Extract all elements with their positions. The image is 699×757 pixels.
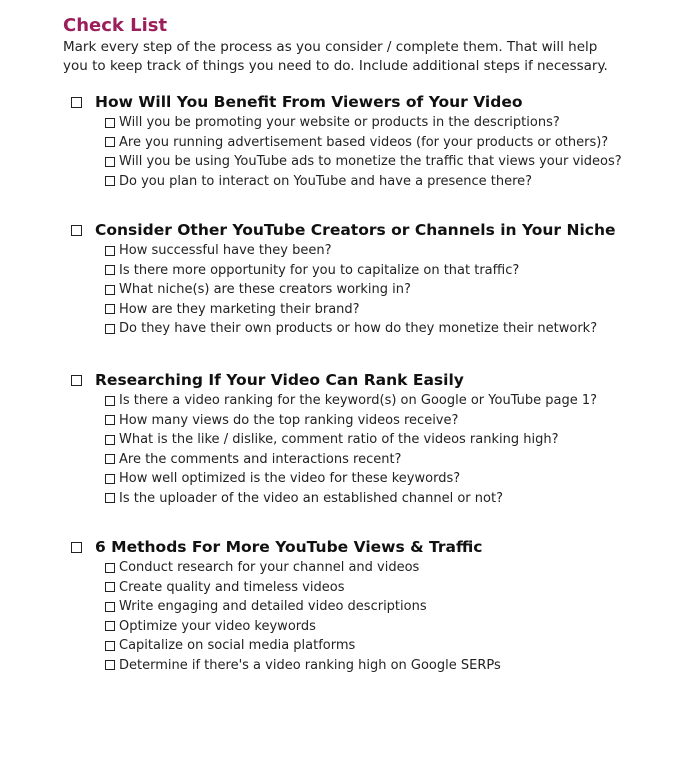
checklist-item [105,578,501,598]
item-checkbox[interactable] [105,474,115,484]
item-text: Conduct research for your channel and videos [119,560,420,575]
checklist-item [105,597,501,617]
section-other-creators [71,220,616,339]
item-text: How are they marketing their brand? [119,301,360,317]
item-text: Create quality and timeless videos [119,579,345,595]
checklist-item [105,450,597,470]
page-title: Check List [63,15,168,36]
item-checkbox[interactable] [105,304,115,314]
item-checkbox[interactable] [105,435,115,445]
item-text: Capitalize on social media platforms [119,638,356,653]
checklist-item [105,152,622,172]
item-checkbox[interactable] [105,602,115,612]
section-heading-text: Consider Other YouTube Creators or Channels in Your Niche [95,221,616,239]
checklist-item [105,319,616,339]
section-six-methods [71,537,501,675]
item-text: Are the comments and interactions recent? [119,451,402,467]
checklist-item [105,172,622,192]
checklist-item [105,241,616,261]
item-checkbox[interactable] [105,118,115,128]
item-text: What is the like / dislike, comment ratio of the videos ranking high? [119,432,559,447]
checklist-item [105,133,622,153]
section-checkbox[interactable] [71,542,82,553]
checklist-items [105,241,616,339]
section-heading [71,220,616,240]
checklist-item [105,261,616,281]
item-text: Do you plan to interact on YouTube and have a presence there? [119,173,533,189]
checklist-item [105,656,501,676]
item-text: Write engaging and detailed video descriptions [119,599,427,614]
item-text: Is there more opportunity for you to capitalize on that traffic? [119,262,520,278]
item-checkbox[interactable] [105,415,115,425]
item-text: Optimize your video keywords [119,618,316,634]
checklist-item [105,411,597,431]
item-checkbox[interactable] [105,285,115,295]
item-text: Is the uploader of the video an established channel or not? [119,490,503,506]
item-text: How many views do the top ranking videos receive? [119,412,459,428]
checklist-item [105,558,501,578]
checklist-item [105,280,616,300]
item-checkbox[interactable] [105,454,115,464]
item-checkbox[interactable] [105,265,115,275]
section-heading [71,537,501,557]
checklist-item [105,617,501,637]
section-heading [71,92,622,112]
checklist-item [105,489,597,509]
section-checkbox[interactable] [71,225,82,236]
item-checkbox[interactable] [105,137,115,147]
checklist-page [63,14,683,673]
item-checkbox[interactable] [105,493,115,503]
section-checkbox[interactable] [71,97,82,108]
item-checkbox[interactable] [105,157,115,167]
section-checkbox[interactable] [71,375,82,386]
item-checkbox[interactable] [105,176,115,186]
section-heading-text: Researching If Your Video Can Rank Easily [95,371,464,389]
checklist-item [105,300,616,320]
section-heading-text: How Will You Benefit From Viewers of Your Video [95,93,523,111]
item-text: How successful have they been? [119,243,332,258]
intro-line-2: you to keep track of things you need to do. Include additional steps if necessary. [63,58,608,74]
item-checkbox[interactable] [105,641,115,651]
checklist-item [105,636,501,656]
item-text: Will you be using YouTube ads to monetize the traffic that views your videos? [119,154,622,169]
item-text: Do they have their own products or how do they monetize their network? [119,321,598,336]
section-ranking-research [71,370,597,508]
item-checkbox[interactable] [105,246,115,256]
checklist-items [105,558,501,675]
item-text: Determine if there's a video ranking high on Google SERPs [119,657,501,673]
item-checkbox[interactable] [105,563,115,573]
checklist-item [105,113,622,133]
section-viewer-benefits [71,92,622,191]
item-checkbox[interactable] [105,582,115,592]
item-text: Is there a video ranking for the keyword(s) on Google or YouTube page 1? [119,393,598,408]
item-text: Are you running advertisement based videos (for your products or others)? [119,134,609,150]
section-heading [71,370,597,390]
checklist-item [105,391,597,411]
checklist-item [105,469,597,489]
checklist-item [105,430,597,450]
item-text: What niche(s) are these creators working in? [119,282,411,297]
item-text: How well optimized is the video for these keywords? [119,471,461,486]
section-heading-text: 6 Methods For More YouTube Views & Traffic [95,538,483,556]
item-checkbox[interactable] [105,324,115,334]
checklist-items [105,391,597,508]
checklist-items [105,113,622,191]
intro-line-1: Mark every step of the process as you consider / complete them. That will help [63,39,598,55]
item-checkbox[interactable] [105,396,115,406]
item-text: Will you be promoting your website or products in the descriptions? [119,115,560,130]
item-checkbox[interactable] [105,621,115,631]
item-checkbox[interactable] [105,660,115,670]
